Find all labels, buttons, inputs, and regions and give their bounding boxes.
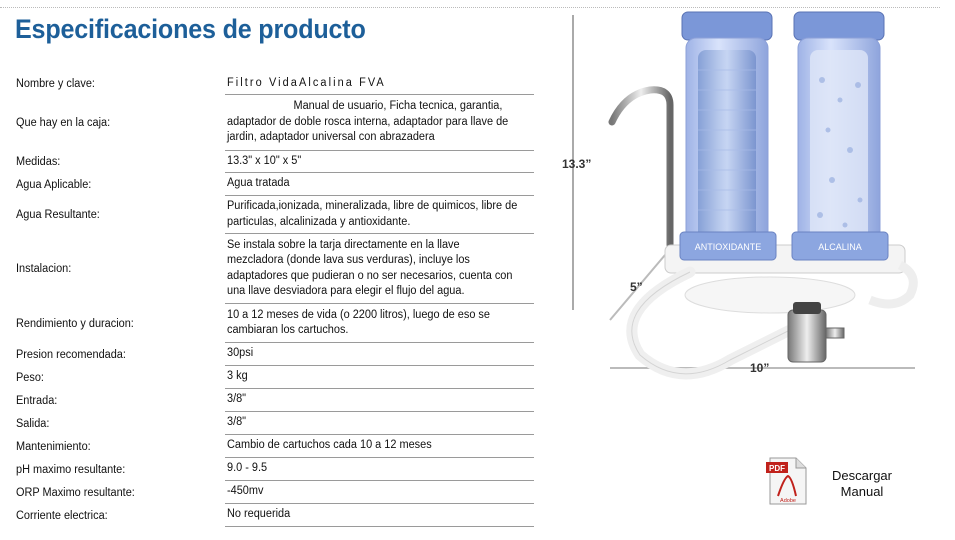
spec-value: Se instala sobre la tarja directamente en la llave mezcladora (donde lava sus verduras), incluye los adaptadores que pudieran o no ser necesarios, cuenta con una llave desviadora para elegir el flujo del agua. xyxy=(225,234,534,304)
left-cartridge-cap xyxy=(682,12,772,40)
spec-label: Presion recomendada: xyxy=(16,348,126,361)
spec-label: Corriente electrica: xyxy=(16,509,108,522)
spec-value: 30psi xyxy=(225,343,534,366)
spec-label: Agua Resultante: xyxy=(16,209,100,221)
diverter-valve[interactable] xyxy=(788,310,826,362)
product-image xyxy=(562,10,940,390)
left-cartridge-label: ANTIOXIDANTE xyxy=(694,242,762,252)
spec-label: pH maximo resultante: xyxy=(16,463,126,476)
spec-label: Que hay en la caja: xyxy=(16,117,111,129)
spec-row-outlet xyxy=(16,412,536,435)
spec-row-pressure xyxy=(16,343,536,366)
spec-label: Rendimiento y duracion: xyxy=(16,317,134,330)
spec-table xyxy=(16,73,536,527)
height-label: 13.3” xyxy=(562,157,592,171)
download-label-line1: Descargar xyxy=(832,468,892,483)
spec-value: 3/8" xyxy=(225,412,534,435)
spec-row-applicable-water xyxy=(16,173,536,196)
spec-row-result-water xyxy=(16,196,536,234)
spec-value: Agua tratada xyxy=(225,173,534,196)
spec-value: Manual de usuario, Ficha tecnica, garantia, adaptador de doble rosca interna, adaptador para llave de jardin, adaptador universal con abrazadera xyxy=(225,95,534,151)
spec-label: ORP Maximo resultante: xyxy=(16,486,135,499)
right-cartridge-label: ALCALINA xyxy=(818,242,862,252)
spec-row-inlet xyxy=(16,389,536,412)
spec-value: Cambio de cartuchos cada 10 a 12 meses xyxy=(225,435,534,458)
download-manual-link[interactable] xyxy=(812,468,912,500)
spec-value: 10 a 12 meses de vida (o 2200 litros), luego de eso se cambiaran los cartuchos. xyxy=(225,304,534,343)
top-divider xyxy=(0,7,940,8)
spec-row-dimensions xyxy=(16,151,536,173)
width-label: 10” xyxy=(750,361,770,375)
spec-value: Purificada,ionizada, mineralizada, libre de quimicos, libre de particulas, alcalinizada y antioxidante. xyxy=(225,196,534,234)
spec-row-electricity xyxy=(16,504,536,527)
pdf-icon-text: PDF xyxy=(769,464,785,473)
spec-row-weight xyxy=(16,366,536,389)
spec-row-performance xyxy=(16,304,536,343)
spec-label: Entrada: xyxy=(16,394,58,407)
spec-row-box-contents xyxy=(16,95,536,151)
right-cartridge-cap xyxy=(794,12,884,40)
spec-value: -450mv xyxy=(225,481,534,504)
spec-value: No requerida xyxy=(225,504,534,527)
page-title: Especificaciones de producto xyxy=(15,14,366,44)
spec-label: Peso: xyxy=(16,371,44,384)
spec-value: 3/8" xyxy=(225,389,534,412)
spec-value: Filtro VidaAlcalina FVA xyxy=(225,73,534,95)
spec-value: 13.3" x 10" x 5" xyxy=(225,151,534,173)
spec-label: Agua Aplicable: xyxy=(16,178,92,191)
spec-value: 9.0 - 9.5 xyxy=(225,458,534,481)
spec-row-name xyxy=(16,73,536,95)
spec-row-orp xyxy=(16,481,536,504)
spec-label: Instalacion: xyxy=(16,263,72,275)
faucet-spout xyxy=(612,90,670,245)
depth-label: 5” xyxy=(630,280,643,294)
spec-label: Salida: xyxy=(16,417,50,430)
spec-label: Medidas: xyxy=(16,156,61,168)
spec-value: 3 kg xyxy=(225,366,534,389)
spec-row-maintenance xyxy=(16,435,536,458)
download-label-line2: Manual xyxy=(840,484,884,499)
spec-label: Nombre y clave: xyxy=(16,78,95,90)
pdf-icon[interactable] xyxy=(766,456,808,506)
spec-row-ph xyxy=(16,458,536,481)
spec-label: Mantenimiento: xyxy=(16,440,91,453)
pdf-icon-brand: Adobe xyxy=(780,498,796,504)
spec-row-installation xyxy=(16,234,536,304)
